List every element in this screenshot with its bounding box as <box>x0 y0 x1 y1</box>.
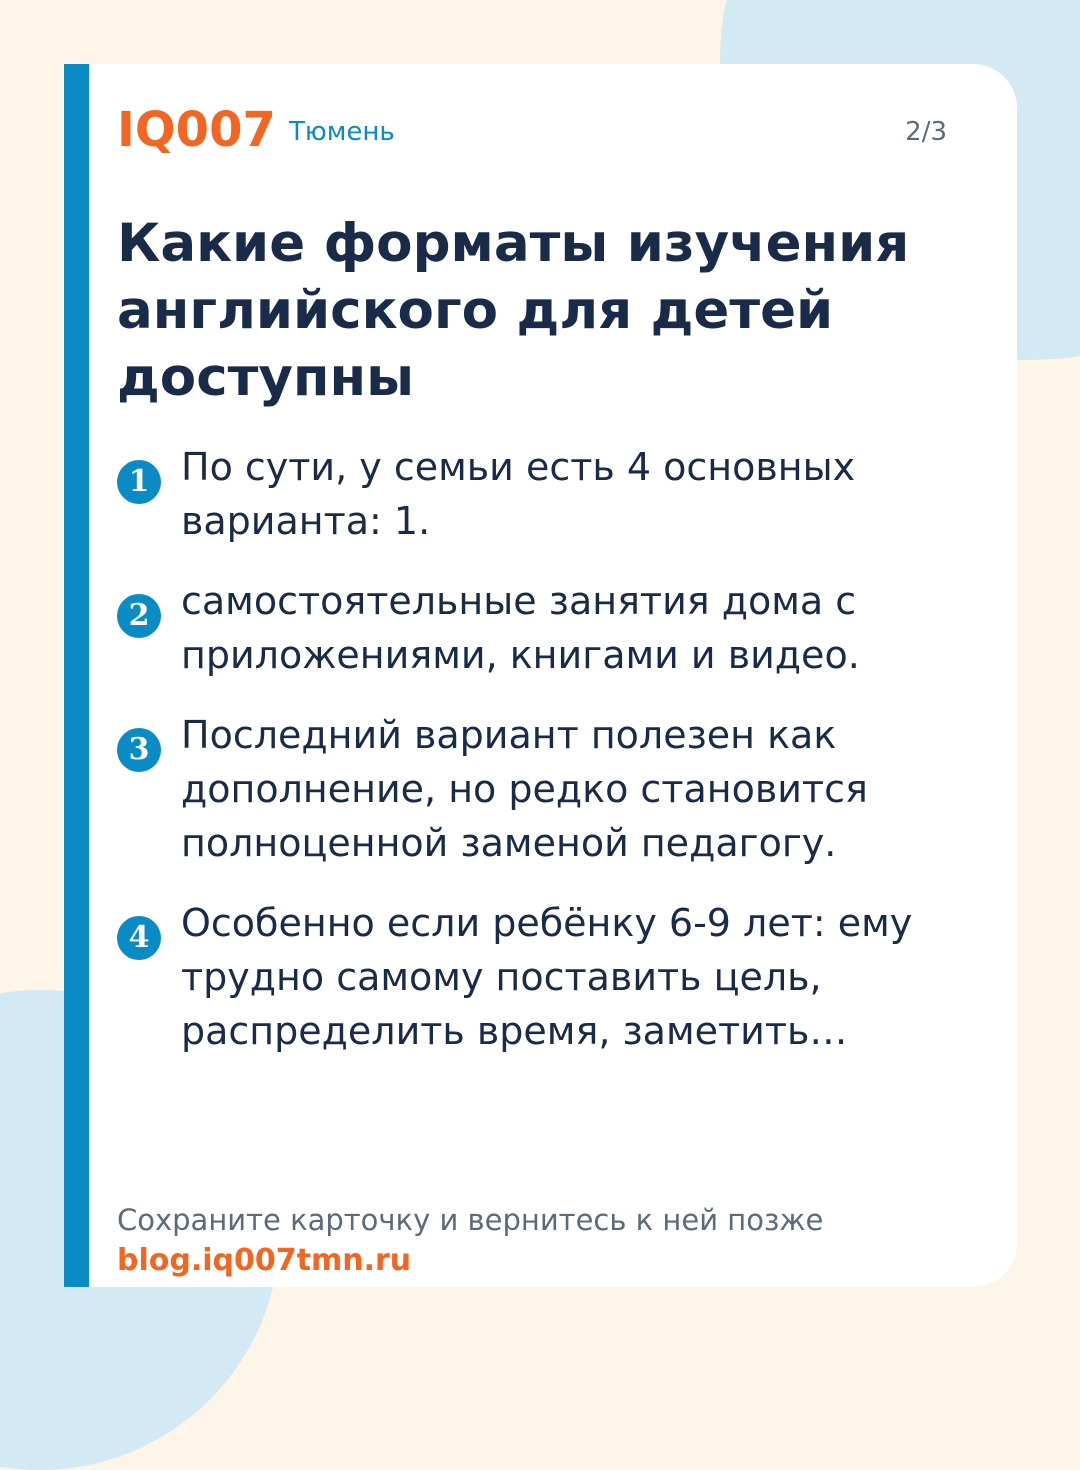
number-badge: 2 <box>117 594 161 638</box>
footer-note: Сохраните карточку и вернитесь к ней позже <box>117 1203 824 1237</box>
list-item-text: По сути, у семьи есть 4 основных варианта: 1. <box>181 445 856 543</box>
number-badge: 1 <box>117 460 161 504</box>
list-item-text: Особенно если ребёнку 6-9 лет: ему трудно самому поставить цель, распределить время, заметить… <box>181 901 913 1053</box>
accent-bar <box>64 64 89 1287</box>
list-item-text: Последний вариант полезен как дополнение, но редко становится полноценной заменой педагогу. <box>181 713 868 865</box>
blog-link[interactable]: blog.iq007tmn.ru <box>117 1243 412 1278</box>
page-counter: 2/3 <box>905 117 947 147</box>
number-badge: 3 <box>117 728 161 772</box>
brand-logo: IQ007 <box>117 102 276 158</box>
card-title: Какие форматы изучения английского для детей доступны <box>117 213 910 408</box>
list-item-text: самостоятельные занятия дома с приложениями, книгами и видео. <box>181 579 860 677</box>
city-label: Тюмень <box>289 117 395 147</box>
number-badge: 4 <box>117 916 161 960</box>
content-card <box>64 64 1017 1287</box>
